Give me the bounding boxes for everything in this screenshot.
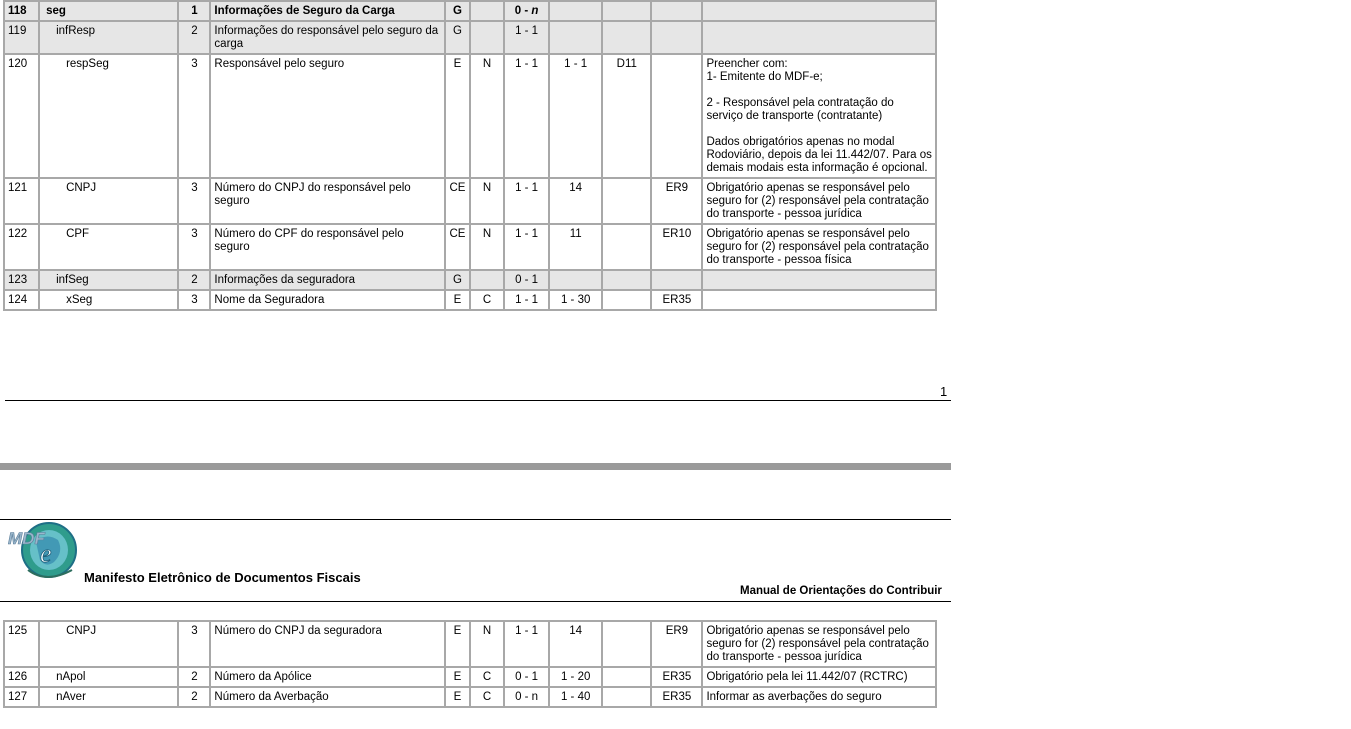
cell-occurrence: 1 - 1 bbox=[504, 178, 549, 224]
cell-occurrence: 1 - 1 bbox=[504, 621, 549, 667]
cell-field: CPF bbox=[39, 224, 178, 270]
cell-level: 2 bbox=[178, 667, 210, 687]
cell-occurrence: 1 - 1 bbox=[504, 21, 549, 54]
cell-field: infSeg bbox=[39, 270, 178, 290]
cell-observation bbox=[702, 224, 936, 270]
cell-description: Número do CNPJ da seguradora bbox=[210, 621, 445, 667]
table-row bbox=[4, 667, 936, 687]
cell-rule: ER9 bbox=[651, 621, 702, 667]
observation-text: Obrigatório apenas se responsável pelo seguro for (2) responsável pela contratação do transporte - pessoa jurídica bbox=[706, 625, 929, 663]
cell-field: infResp bbox=[39, 21, 178, 54]
cell-id: 121 bbox=[4, 178, 39, 224]
cell-decimal bbox=[602, 290, 651, 310]
cell-id: 122 bbox=[4, 224, 39, 270]
cell-observation bbox=[702, 1, 936, 21]
table-row bbox=[4, 290, 936, 310]
svg-text:MDF: MDF bbox=[8, 529, 45, 548]
cell-size: 14 bbox=[549, 621, 602, 667]
cell-field: CNPJ bbox=[39, 178, 178, 224]
cell-description: Número da Apólice bbox=[210, 667, 445, 687]
cell-rule bbox=[651, 270, 702, 290]
cell-id: 124 bbox=[4, 290, 39, 310]
cell-observation bbox=[702, 667, 936, 687]
field-table-2 bbox=[3, 620, 937, 708]
cell-type: N bbox=[470, 621, 504, 667]
cell-rule: ER10 bbox=[651, 224, 702, 270]
cell-decimal bbox=[602, 270, 651, 290]
cell-description: Número da Averbação bbox=[210, 687, 445, 707]
cell-type: C bbox=[470, 290, 504, 310]
cell-description: Informações do responsável pelo seguro da carga bbox=[210, 21, 445, 54]
cell-level: 3 bbox=[178, 290, 210, 310]
occurrence-max: n bbox=[531, 5, 539, 17]
cell-rule bbox=[651, 54, 702, 178]
cell-element: E bbox=[445, 687, 470, 707]
cell-decimal bbox=[602, 21, 651, 54]
observation-text: 2 - Responsável pela contratação do serviço de transporte (contratante) bbox=[706, 97, 894, 122]
cell-level: 1 bbox=[178, 1, 210, 21]
cell-size bbox=[549, 21, 602, 54]
page-separator bbox=[0, 463, 951, 470]
cell-occurrence: 1 - 1 bbox=[504, 290, 549, 310]
cell-description: Informações de Seguro da Carga bbox=[210, 1, 445, 21]
observation-text: Obrigatório pela lei 11.442/07 (RCTRC) bbox=[706, 671, 908, 683]
cell-element: E bbox=[445, 621, 470, 667]
cell-size bbox=[549, 270, 602, 290]
cell-element: G bbox=[445, 1, 470, 21]
cell-occurrence: 0 - 1 bbox=[504, 270, 549, 290]
cell-size: 1 - 20 bbox=[549, 667, 602, 687]
cell-id: 127 bbox=[4, 687, 39, 707]
cell-observation bbox=[702, 687, 936, 707]
cell-level: 2 bbox=[178, 270, 210, 290]
cell-description: Nome da Seguradora bbox=[210, 290, 445, 310]
header-bottom-divider bbox=[0, 601, 951, 602]
cell-level: 3 bbox=[178, 224, 210, 270]
mdfe-logo bbox=[6, 522, 84, 586]
cell-id: 120 bbox=[4, 54, 39, 178]
cell-element: G bbox=[445, 270, 470, 290]
cell-description: Número do CNPJ do responsável pelo seguro bbox=[210, 178, 445, 224]
table-row bbox=[4, 621, 936, 667]
document-page-1 bbox=[0, 0, 951, 463]
cell-type bbox=[470, 1, 504, 21]
table-row bbox=[4, 270, 936, 290]
cell-observation bbox=[702, 270, 936, 290]
cell-description: Número do CPF do responsável pelo seguro bbox=[210, 224, 445, 270]
cell-size: 14 bbox=[549, 178, 602, 224]
cell-level: 2 bbox=[178, 21, 210, 54]
cell-id: 123 bbox=[4, 270, 39, 290]
cell-observation bbox=[702, 178, 936, 224]
footer-divider bbox=[5, 400, 951, 401]
cell-observation bbox=[702, 621, 936, 667]
cell-occurrence: 1 - 1 bbox=[504, 224, 549, 270]
header-top-divider bbox=[0, 519, 951, 520]
cell-size: 1 - 1 bbox=[549, 54, 602, 178]
cell-field: nApol bbox=[39, 667, 178, 687]
cell-id: 126 bbox=[4, 667, 39, 687]
table-row bbox=[4, 21, 936, 54]
cell-description: Informações da seguradora bbox=[210, 270, 445, 290]
cell-decimal bbox=[602, 687, 651, 707]
cell-type bbox=[470, 270, 504, 290]
cell-rule: ER9 bbox=[651, 178, 702, 224]
cell-rule: ER35 bbox=[651, 667, 702, 687]
cell-id: 118 bbox=[4, 1, 39, 21]
cell-occurrence: 0 - 1 bbox=[504, 667, 549, 687]
cell-occurrence: 1 - 1 bbox=[504, 54, 549, 178]
cell-occurrence: 0 - n bbox=[504, 1, 549, 21]
cell-field: nAver bbox=[39, 687, 178, 707]
cell-element: CE bbox=[445, 224, 470, 270]
observation-text: Informar as averbações do seguro bbox=[706, 691, 882, 703]
table-row bbox=[4, 224, 936, 270]
table-row bbox=[4, 1, 936, 21]
cell-decimal bbox=[602, 224, 651, 270]
cell-element: E bbox=[445, 290, 470, 310]
observation-text: Dados obrigatórios apenas no modal Rodoviário, depois da lei 11.442/07. Para os demais modais esta informação é opcional. bbox=[706, 136, 932, 174]
cell-size: 1 - 30 bbox=[549, 290, 602, 310]
cell-level: 3 bbox=[178, 178, 210, 224]
cell-type: C bbox=[470, 687, 504, 707]
cell-rule bbox=[651, 1, 702, 21]
cell-element: E bbox=[445, 54, 470, 178]
cell-size: 11 bbox=[549, 224, 602, 270]
cell-id: 125 bbox=[4, 621, 39, 667]
cell-rule bbox=[651, 21, 702, 54]
cell-decimal bbox=[602, 1, 651, 21]
cell-level: 2 bbox=[178, 687, 210, 707]
cell-element: E bbox=[445, 667, 470, 687]
cell-occurrence: 0 - n bbox=[504, 687, 549, 707]
cell-id: 119 bbox=[4, 21, 39, 54]
cell-element: CE bbox=[445, 178, 470, 224]
svg-text:e: e bbox=[40, 539, 52, 568]
cell-observation bbox=[702, 21, 936, 54]
cell-element: G bbox=[445, 21, 470, 54]
cell-description: Responsável pelo seguro bbox=[210, 54, 445, 178]
cell-type: N bbox=[470, 178, 504, 224]
cell-rule: ER35 bbox=[651, 687, 702, 707]
cell-decimal bbox=[602, 621, 651, 667]
cell-type: N bbox=[470, 54, 504, 178]
cell-field: CNPJ bbox=[39, 621, 178, 667]
cell-size: 1 - 40 bbox=[549, 687, 602, 707]
cell-field: seg bbox=[39, 1, 178, 21]
cell-type: N bbox=[470, 224, 504, 270]
cell-field: xSeg bbox=[39, 290, 178, 310]
cell-rule: ER35 bbox=[651, 290, 702, 310]
table-row bbox=[4, 687, 936, 707]
document-title: Manifesto Eletrônico de Documentos Fiscais bbox=[84, 570, 361, 585]
cell-level: 3 bbox=[178, 621, 210, 667]
cell-observation bbox=[702, 290, 936, 310]
page-number: 1 bbox=[940, 384, 948, 399]
observation-text: Obrigatório apenas se responsável pelo seguro for (2) responsável pela contratação do transporte - pessoa jurídica bbox=[706, 182, 929, 220]
observation-text: Obrigatório apenas se responsável pelo seguro for (2) responsável pela contratação do transporte - pessoa física bbox=[706, 228, 929, 266]
cell-field: respSeg bbox=[39, 54, 178, 178]
cell-type: C bbox=[470, 667, 504, 687]
document-page-2 bbox=[0, 470, 951, 729]
table-row bbox=[4, 178, 936, 224]
cell-decimal bbox=[602, 178, 651, 224]
cell-level: 3 bbox=[178, 54, 210, 178]
cell-decimal: D11 bbox=[602, 54, 651, 178]
cell-type bbox=[470, 21, 504, 54]
observation-text: Preencher com: 1- Emitente do MDF-e; bbox=[706, 58, 823, 83]
document-subtitle: Manual de Orientações do Contribuir bbox=[740, 585, 942, 597]
field-table-1 bbox=[3, 0, 937, 311]
cell-decimal bbox=[602, 667, 651, 687]
table-row bbox=[4, 54, 936, 178]
cell-observation bbox=[702, 54, 936, 178]
cell-size bbox=[549, 1, 602, 21]
